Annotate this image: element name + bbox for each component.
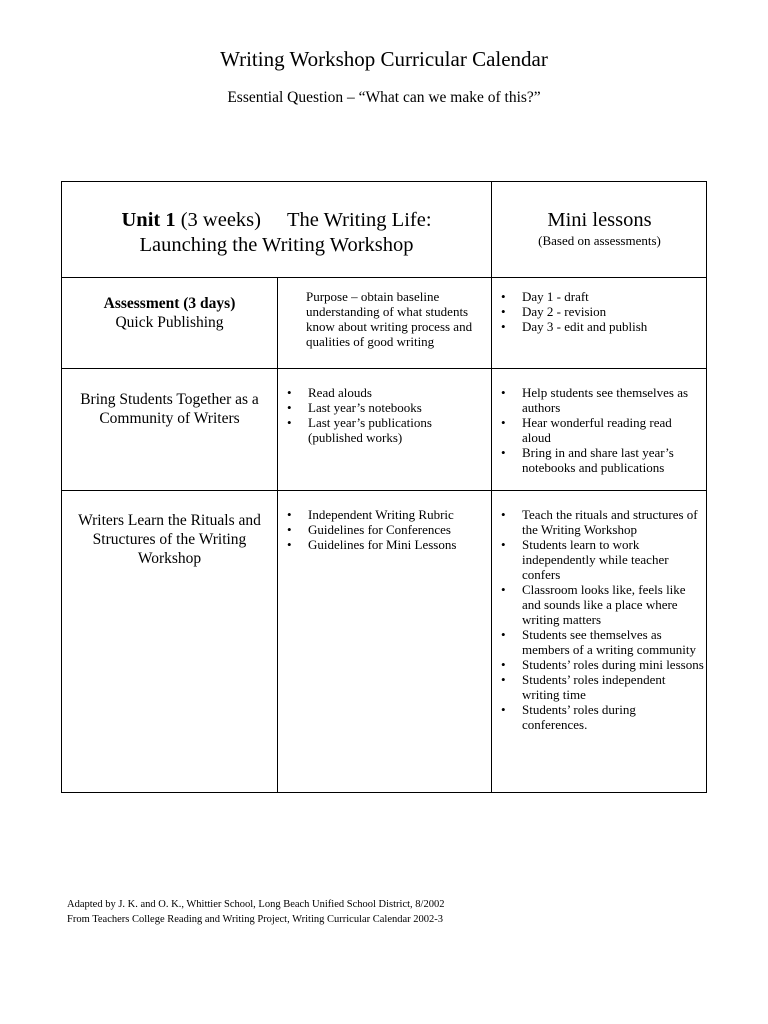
unit-heading-line1	[62, 208, 491, 233]
resources-cell	[277, 491, 491, 793]
unit-title-line1: The Writing Life:	[286, 209, 432, 231]
page-title: Writing Workshop Curricular Calendar	[220, 47, 548, 71]
mini-lessons-cell	[491, 278, 706, 369]
mini-lessons-title: Mini lessons	[547, 209, 652, 231]
curricular-calendar-table	[61, 181, 707, 793]
mini-lessons-list	[492, 385, 700, 475]
essential-question: Essential Question – “What can we make of this?”	[227, 89, 541, 106]
list-item: • Students’ roles during mini lessons	[492, 657, 704, 672]
table-row	[62, 368, 706, 491]
list-item: • Last year’s notebooks	[278, 400, 478, 415]
list-item: • Students learn to work independently while teacher confers	[492, 537, 704, 582]
resources-list	[278, 507, 478, 552]
mini-lessons-list	[492, 289, 692, 334]
row-label: Bring Students Together as a Community of Writers	[80, 391, 259, 427]
list-item: • Last year’s publications (published works)	[278, 415, 478, 445]
list-item: • Independent Writing Rubric	[278, 507, 478, 522]
unit-header-row	[62, 182, 706, 277]
unit-title-line2: Launching the Writing Workshop	[139, 234, 414, 256]
list-item: • Read alouds	[278, 385, 478, 400]
resources-cell	[277, 278, 491, 369]
row-label: Writers Learn the Rituals and Structures of the Writing Workshop	[78, 512, 261, 567]
assessment-label: Assessment (3 days)	[103, 295, 236, 312]
list-item: • Guidelines for Mini Lessons	[278, 537, 478, 552]
list-item: • Day 3 - edit and publish	[492, 319, 692, 334]
footer	[67, 897, 444, 927]
unit-label: Unit 1	[121, 209, 176, 231]
purpose-text: Purpose – obtain baseline understanding of what students know about writing process and qualities of good writing	[306, 289, 473, 349]
mini-lessons-subtitle: (Based on assessments)	[538, 233, 661, 248]
mini-lessons-header-cell	[491, 182, 706, 277]
list-item: • Hear wonderful reading read aloud	[492, 415, 700, 445]
footer-source: From Teachers College Reading and Writing Project, Writing Curricular Calendar 2002-3	[67, 914, 444, 925]
list-item: • Bring in and share last year’s notebooks and publications	[492, 445, 700, 475]
row-label-cell	[62, 278, 277, 369]
row-label-cell	[62, 491, 277, 793]
table-row	[62, 277, 706, 369]
list-item: • Students see themselves as members of a writing community	[492, 627, 704, 657]
unit-heading	[62, 208, 491, 258]
table-row	[62, 490, 706, 793]
list-item: • Students’ roles independent writing time	[492, 672, 704, 702]
list-item: • Classroom looks like, feels like and sounds like a place where writing matters	[492, 582, 704, 627]
mini-lessons-cell	[491, 369, 706, 491]
assessment-sublabel: Quick Publishing	[115, 314, 224, 331]
resources-list	[278, 385, 478, 445]
list-item: • Teach the rituals and structures of the Writing Workshop	[492, 507, 704, 537]
mini-lessons-list	[492, 507, 704, 732]
list-item: • Students’ roles during conferences.	[492, 702, 704, 732]
resources-cell	[277, 369, 491, 491]
row-label	[62, 294, 277, 332]
unit-duration: (3 weeks)	[180, 209, 261, 231]
list-item: • Day 2 - revision	[492, 304, 692, 319]
list-item: • Help students see themselves as authors	[492, 385, 700, 415]
footer-attribution: Adapted by J. K. and O. K., Whittier School, Long Beach Unified School District, 8/2002	[67, 899, 445, 910]
mini-lessons-cell	[491, 491, 706, 793]
list-item: • Day 1 - draft	[492, 289, 692, 304]
row-label-cell	[62, 369, 277, 491]
list-item: • Guidelines for Conferences	[278, 522, 478, 537]
unit-title-cell	[62, 182, 491, 277]
